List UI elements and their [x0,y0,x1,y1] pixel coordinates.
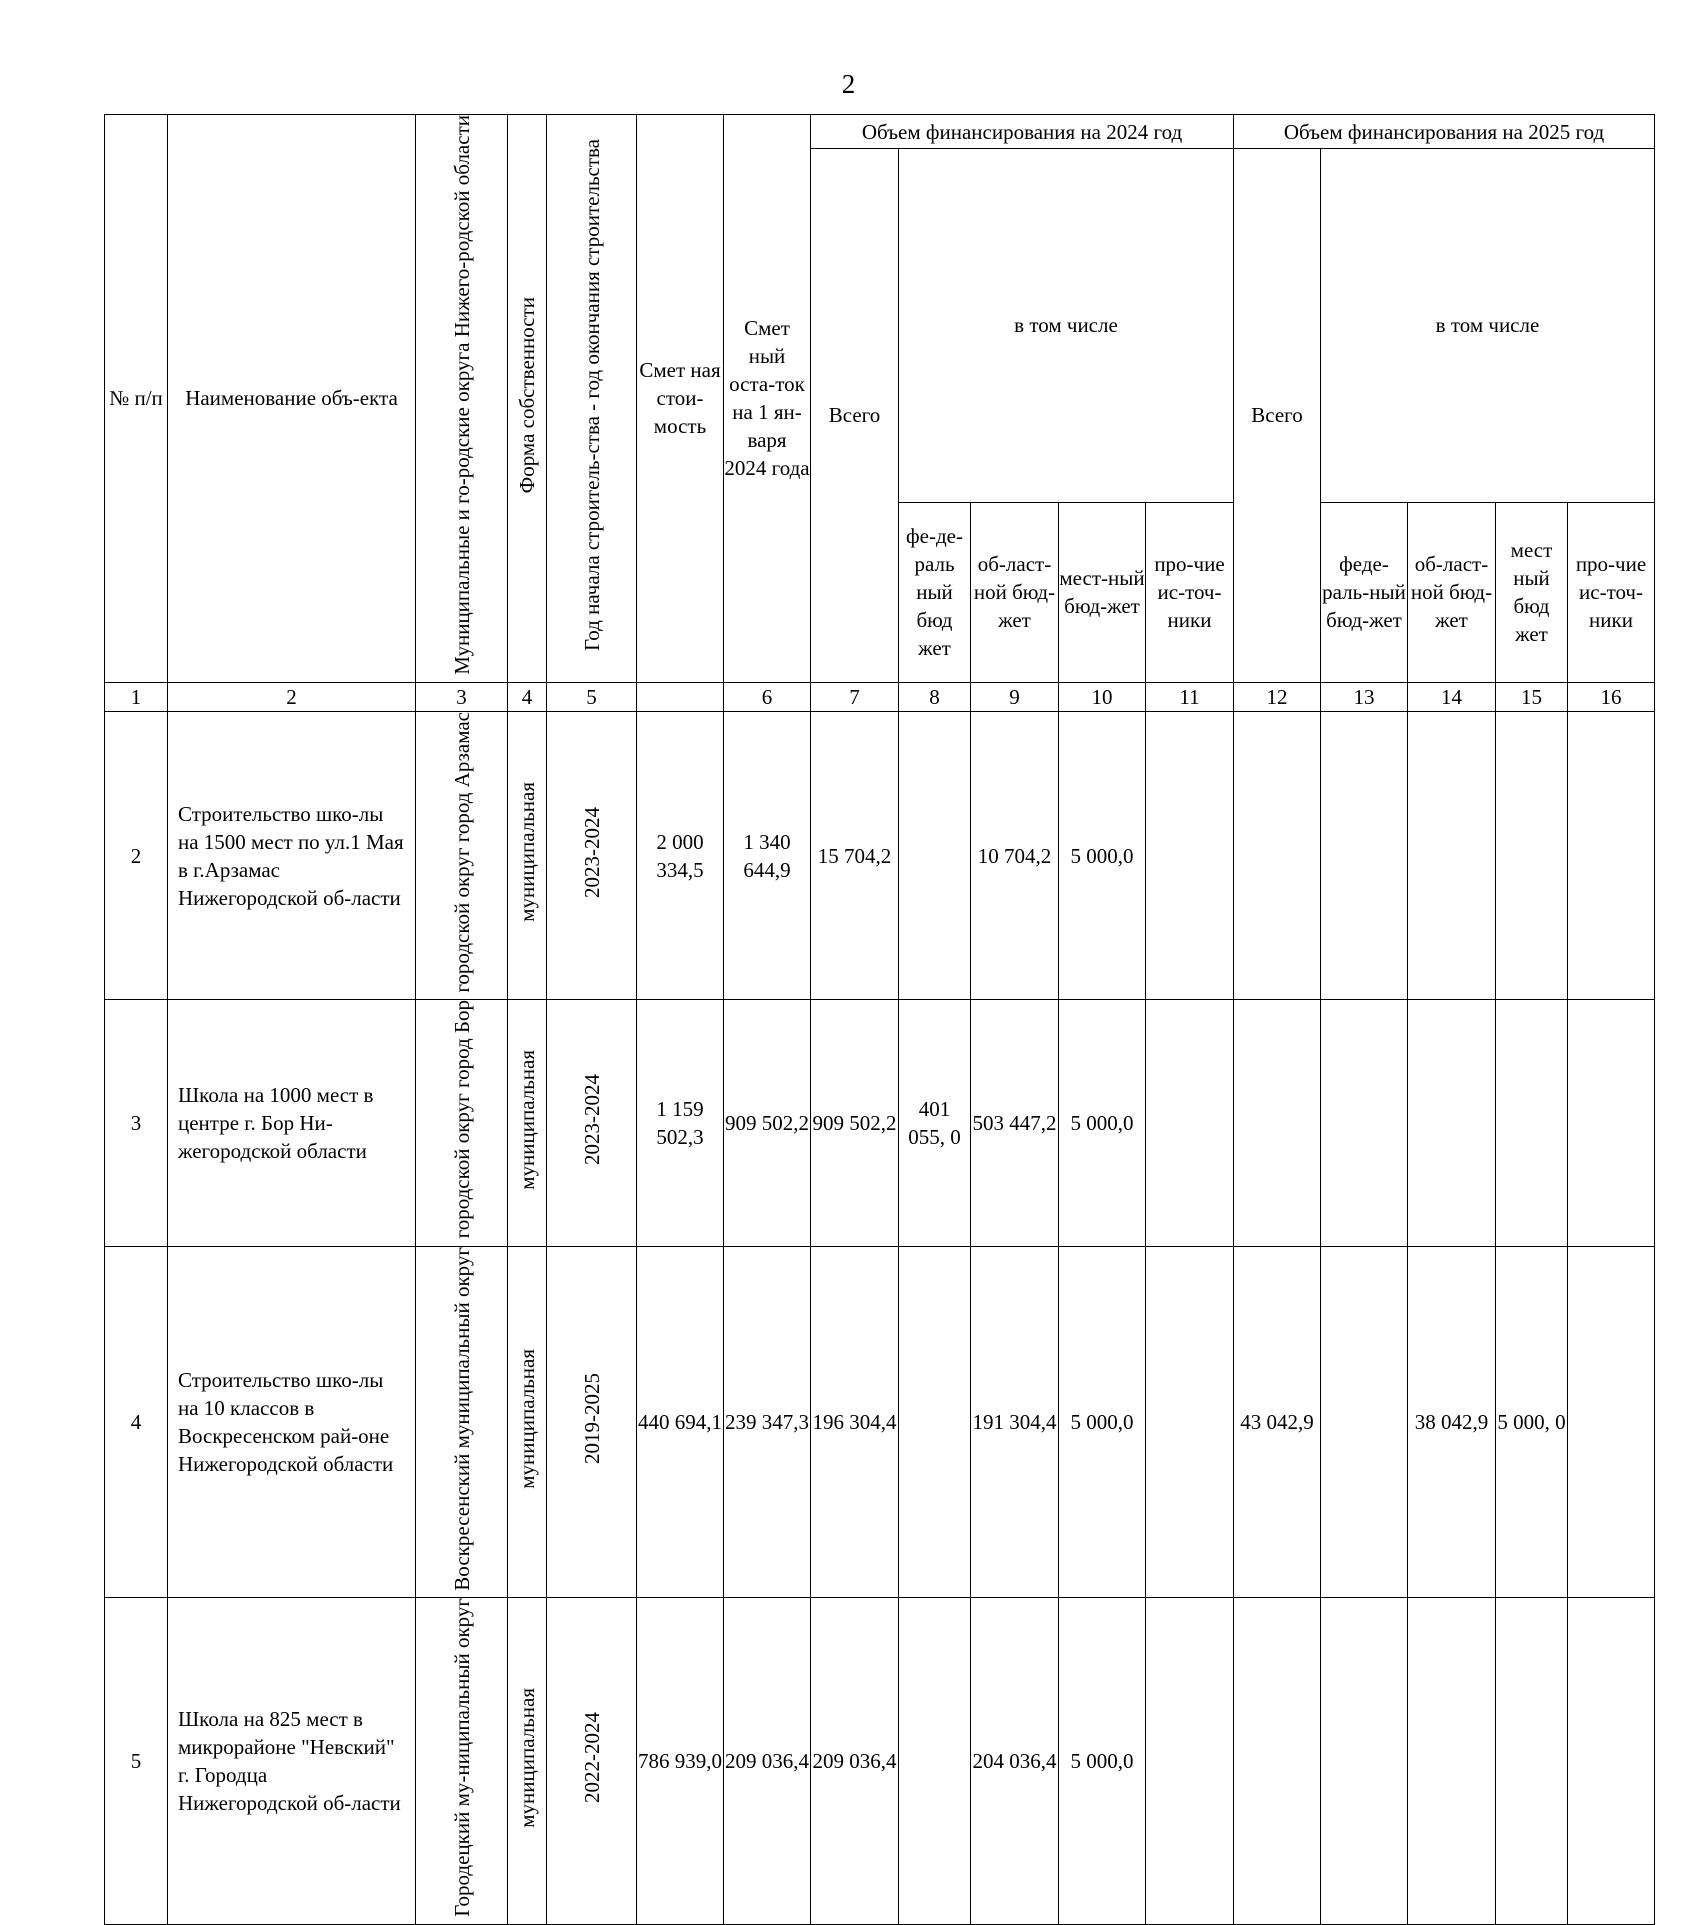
cell-loc2024: 5 000,0 [1059,711,1146,1000]
cell-cost: 2 000 334,5 [637,711,724,1000]
cell-num: 5 [105,1598,168,1925]
financing-table [104,114,1655,1925]
header-num: № п/п [105,115,168,683]
cell-cost: 440 694,1 [637,1246,724,1598]
cell-loc2024: 5 000,0 [1059,1246,1146,1598]
cell-fed2025 [1321,1246,1408,1598]
column-number: 9 [971,682,1059,711]
header-total-2025: Всего [1234,149,1321,683]
column-number: 12 [1234,682,1321,711]
cell-name: Школа на 825 мест в микрорайоне "Невский" г. Городца Нижегородской об-ласти [168,1598,416,1925]
header-reg-2025: об-ласт-ной бюд-жет [1408,502,1496,682]
cell-name: Строительство шко-лы на 1500 мест по ул.1 Мая в г.Арзамас Нижегородской об-ласти [168,711,416,1000]
column-number: 14 [1408,682,1496,711]
cell-oth2025 [1568,1598,1655,1925]
header-incl-2024: в том числе [899,149,1234,503]
header-financing-2025: Объем финансирования на 2025 год [1234,115,1655,149]
column-number: 10 [1059,682,1146,711]
cell-total2025: 43 042,9 [1234,1246,1321,1598]
header-cost: Смет ная стои-мость [637,115,724,683]
cell-reg2025 [1408,711,1496,1000]
header-oth-2025: про-чие ис-точ-ники [1568,502,1655,682]
cell-loc2025 [1496,1000,1568,1246]
cell-fed2024 [899,711,971,1000]
header-remainder: Смет ный оста-ток на 1 ян-варя 2024 года [724,115,811,683]
cell-remainder: 1 340 644,9 [724,711,811,1000]
cell-loc2024: 5 000,0 [1059,1000,1146,1246]
column-number-row [105,682,1655,711]
column-number: 6 [724,682,811,711]
cell-ownership: муниципальная [508,1246,547,1598]
cell-remainder: 239 347,3 [724,1246,811,1598]
cell-num: 2 [105,711,168,1000]
cell-fed2025 [1321,1598,1408,1925]
table-row [105,711,1655,1000]
header-incl-2025: в том числе [1321,149,1655,503]
cell-fed2025 [1321,1000,1408,1246]
cell-fed2024: 401 055, 0 [899,1000,971,1246]
cell-years: 2023-2024 [547,1000,637,1246]
cell-total2024: 209 036,4 [811,1598,899,1925]
column-number: 3 [416,682,508,711]
cell-ownership: муниципальная [508,1598,547,1925]
header-reg-2024: об-ласт-ной бюд-жет [971,502,1059,682]
cell-total2024: 196 304,4 [811,1246,899,1598]
column-number: 5 [547,682,637,711]
cell-total2025 [1234,1598,1321,1925]
column-number: 13 [1321,682,1408,711]
header-ownership: Форма собственности [508,115,547,683]
cell-remainder: 209 036,4 [724,1598,811,1925]
column-number: 7 [811,682,899,711]
column-number: 2 [168,682,416,711]
cell-municipality: городской округ город Бор [416,1000,508,1246]
cell-oth2024 [1146,1000,1234,1246]
column-number: 4 [508,682,547,711]
column-number [637,682,724,711]
header-loc-2025: мест ный бюд жет [1496,502,1568,682]
cell-total2025 [1234,711,1321,1000]
cell-total2024: 15 704,2 [811,711,899,1000]
header-name: Наименование объ-екта [168,115,416,683]
cell-name: Строительство шко-лы на 10 классов в Воскресенском рай-оне Нижегородской области [168,1246,416,1598]
cell-reg2024: 503 447,2 [971,1000,1059,1246]
cell-fed2024 [899,1598,971,1925]
cell-fed2025 [1321,711,1408,1000]
table-row [105,1246,1655,1598]
cell-oth2024 [1146,1246,1234,1598]
cell-cost: 786 939,0 [637,1598,724,1925]
column-number: 1 [105,682,168,711]
cell-oth2025 [1568,1246,1655,1598]
cell-oth2024 [1146,1598,1234,1925]
cell-total2025 [1234,1000,1321,1246]
cell-years: 2019-2025 [547,1246,637,1598]
cell-oth2024 [1146,711,1234,1000]
cell-reg2025 [1408,1000,1496,1246]
cell-fed2024 [899,1246,971,1598]
cell-reg2025 [1408,1598,1496,1925]
header-years: Год начала строитель-ства - год окончания строительства [547,115,637,683]
table-row [105,1598,1655,1925]
header-fed-2024: фе-де-раль ный бюд жет [899,502,971,682]
cell-cost: 1 159 502,3 [637,1000,724,1246]
cell-ownership: муниципальная [508,711,547,1000]
cell-municipality: Городецкий му-ниципальный округ [416,1598,508,1925]
header-oth-2024: про-чие ис-точ-ники [1146,502,1234,682]
cell-loc2025 [1496,1598,1568,1925]
cell-oth2025 [1568,711,1655,1000]
cell-num: 4 [105,1246,168,1598]
page-number: 2 [841,69,856,99]
cell-years: 2023-2024 [547,711,637,1000]
cell-municipality: городской округ город Арзамас [416,711,508,1000]
cell-reg2024: 204 036,4 [971,1598,1059,1925]
cell-remainder: 909 502,2 [724,1000,811,1246]
cell-loc2024: 5 000,0 [1059,1598,1146,1925]
header-municipality: Муниципальные и го-родские округа Нижего-родской области [416,115,508,683]
cell-reg2025: 38 042,9 [1408,1246,1496,1598]
header-fed-2025: феде-раль-ный бюд-жет [1321,502,1408,682]
cell-reg2024: 191 304,4 [971,1246,1059,1598]
cell-loc2025: 5 000, 0 [1496,1246,1568,1598]
header-financing-2024: Объем финансирования на 2024 год [811,115,1234,149]
cell-ownership: муниципальная [508,1000,547,1246]
cell-name: Школа на 1000 мест в центре г. Бор Ни-жегородской области [168,1000,416,1246]
header-total-2024: Всего [811,149,899,683]
table-row [105,1000,1655,1246]
cell-total2024: 909 502,2 [811,1000,899,1246]
column-number: 8 [899,682,971,711]
cell-oth2025 [1568,1000,1655,1246]
cell-years: 2022-2024 [547,1598,637,1925]
cell-num: 3 [105,1000,168,1246]
cell-municipality: Воскресенский муниципальный округ [416,1246,508,1598]
column-number: 11 [1146,682,1234,711]
header-loc-2024: мест-ный бюд-жет [1059,502,1146,682]
column-number: 16 [1568,682,1655,711]
column-number: 15 [1496,682,1568,711]
cell-loc2025 [1496,711,1568,1000]
cell-reg2024: 10 704,2 [971,711,1059,1000]
